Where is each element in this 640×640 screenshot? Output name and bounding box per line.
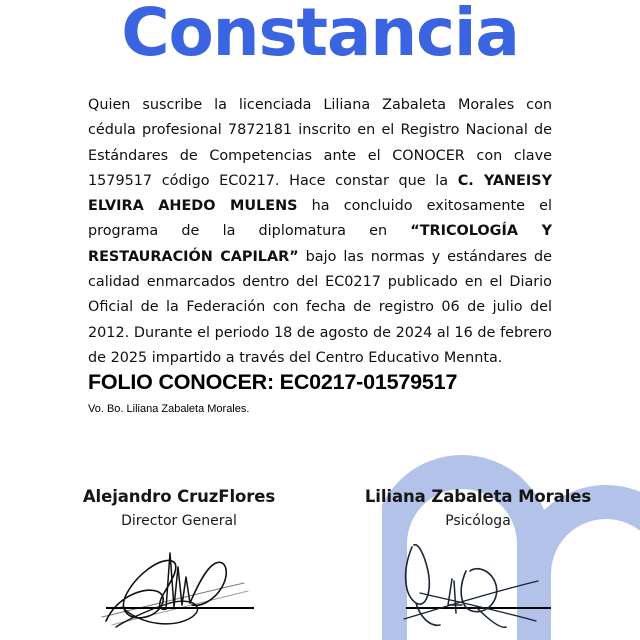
signature-role-psychologist: Psicóloga	[445, 513, 511, 529]
page-title: Constancia	[121, 0, 519, 71]
body-emphasis: “TRICOLOGÍA Y RESTAURACIÓN CAPILAR”	[88, 223, 552, 265]
signature-role-director: Director General	[121, 513, 237, 529]
certificate-body-text	[88, 93, 552, 371]
body-emphasis: C. YANEISY ELVIRA AHEDO MULENS	[88, 172, 553, 215]
handwritten-signature-icon-psychologist	[396, 533, 581, 628]
signature-name-psychologist: Liliana Zabaleta Morales	[364, 487, 592, 506]
body-run: ha concluido exitosamente el programa de la diplomatura en	[88, 198, 552, 240]
signature-block-director	[54, 487, 304, 529]
body-run: bajo las normas y estándares de calidad enmarcados dentro del EC0217 publicado en el Diario Oficial de la Federación con fecha de registro 06 de julio del 2012. Durante el periodo 18 de agosto de 2024 al 16 de febrero de 2025 impartido a través del Centro Educativo Mennta.	[88, 248, 552, 366]
signature-name-director: Alejandro CruzFlores	[82, 487, 276, 506]
vobo-line: Vo. Bo. Liliana Zabaleta Morales.	[88, 403, 250, 415]
signature-rule-psychologist	[406, 607, 551, 609]
signature-rule-director	[106, 607, 254, 609]
signature-block-psychologist	[353, 487, 603, 529]
folio-conocer-label: FOLIO CONOCER: EC0217-01579517	[88, 370, 458, 394]
handwritten-signature-icon-director	[96, 533, 281, 628]
body-run: Quien suscribe la licenciada Liliana Zabaleta Morales con cédula profesional 7872181 inscrito en el Registro Nacional de Estándares de Competencias ante el CONOCER con clave 1579517 código EC0217. Hace constar que la	[88, 97, 552, 189]
